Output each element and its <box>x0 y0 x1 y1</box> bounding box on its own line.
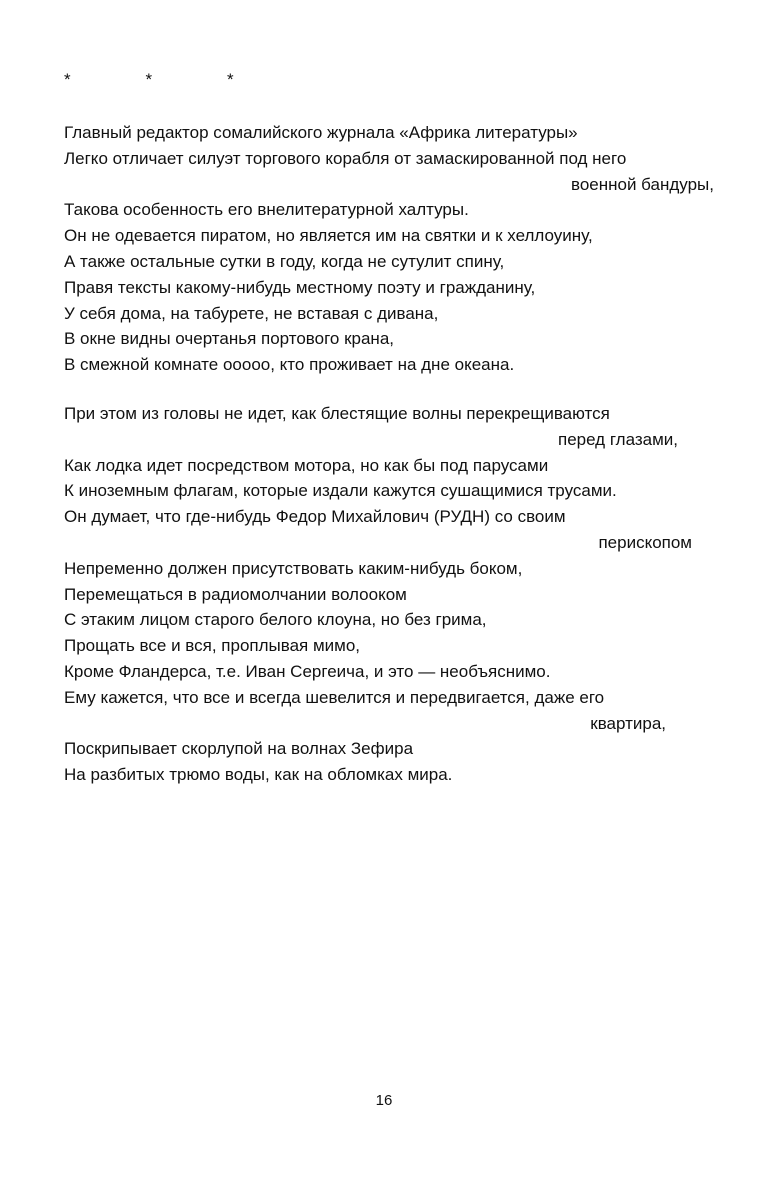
poem-line: Легко отличает силуэт торгового корабля от замаскированной под него <box>64 148 627 168</box>
poem-line: Кроме Фландерса, т.е. Иван Сергеича, и это — необъяснимо. <box>64 661 551 681</box>
poem-line-continuation: перископом <box>598 532 692 552</box>
poem-line-continuation: квартира, <box>590 713 666 733</box>
stanza <box>64 120 714 378</box>
poem-line: А также остальные сутки в году, когда не сутулит спину, <box>64 251 505 271</box>
poem-line: Непременно должен присутствовать каким-нибудь боком, <box>64 558 523 578</box>
poem-line: Прощать все и вся, проплывая мимо, <box>64 636 361 656</box>
poem-line-continuation: военной бандуры, <box>570 174 714 194</box>
poem-line: При этом из головы не идет, как блестящие волны перекрещиваются <box>64 404 610 423</box>
poem-line: С этаким лицом старого белого клоуна, но без грима, <box>64 610 487 630</box>
poem-line: Главный редактор сомалийского журнала «Африка литературы» <box>64 123 578 142</box>
poem-line: Такова особенность его внелитературной халтуры. <box>64 200 469 220</box>
poem-line: В смежной комнате ооооо, кто проживает на дне океана. <box>64 355 515 375</box>
poem-line: Он не одевается пиратом, но является им на святки и к хеллоуину, <box>64 226 593 246</box>
poem-line: Ему кажется, что все и всегда шевелится и передвигается, даже его <box>64 687 605 707</box>
poem-line: У себя дома, на табурете, не вставая с дивана, <box>64 303 439 323</box>
section-separator: * * * <box>64 70 234 89</box>
poem-line: В окне видны очертанья портового крана, <box>64 329 394 349</box>
poem-line: Как лодка идет посредством мотора, но как бы под парусами <box>64 455 549 475</box>
poem-line: Он думает, что где-нибудь Федор Михайлович (РУДН) со своим <box>64 507 566 527</box>
stanza <box>64 401 714 788</box>
poem-line: Правя тексты какому-нибудь местному поэту и гражданину, <box>64 277 536 297</box>
poem-line: На разбитых трюмо воды, как на обломках мира. <box>64 765 453 785</box>
page-number: 16 <box>375 1092 393 1109</box>
poem-line: Перемещаться в радиомолчании волооком <box>64 584 407 604</box>
poem-line: Поскрипывает скорлупой на волнах Зефира <box>64 739 414 759</box>
poem-line-continuation: перед глазами, <box>557 429 678 449</box>
poem-line: К иноземным флагам, которые издали кажутся сушащимися трусами. <box>64 481 617 501</box>
